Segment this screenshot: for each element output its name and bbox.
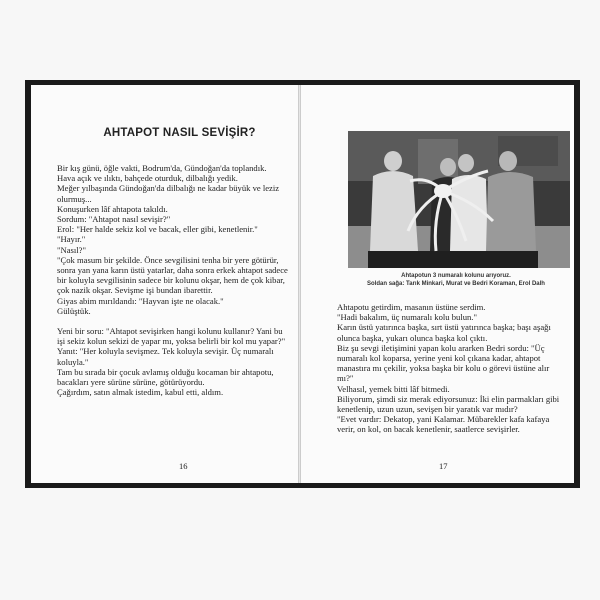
paragraph: Meğer yılbaşında Gündoğan'da dilbalığı ne kadar büyük ve leziz olurmuş... <box>57 183 280 204</box>
paragraph-gap <box>57 316 289 326</box>
caption-line: Ahtapotun 3 numaralı kolunu arıyoruz. <box>401 273 511 279</box>
paragraph: "Çok masum bir şekilde. Önce sevgilisini tenha bir yere götürür, sonra yan yana karın üstü yatarlar, daha sonra erkek ahtapot sadece bir koluyla sevgilisinin sadece bir kolunu okşar, hem de çok kibar, çok nazik okşar. Sevişme işi bundan ibarettir. <box>57 254 288 296</box>
paragraph: "Evet vardır: Dekatop, yani Kalamar. Mübarekler kafa kafaya verir, on kol, on bacak kenetlenir, saatlerce sevişirler. <box>337 414 550 435</box>
right-page <box>301 85 574 483</box>
octopus-photo <box>348 131 570 268</box>
paragraph: Hava açık ve ılıktı, bahçede oturduk, dilbalığı yedik. <box>57 173 238 184</box>
photo-caption <box>301 273 574 288</box>
chapter-title: AHTAPOT NASIL SEVİŞİR? <box>103 127 256 139</box>
paragraph: Yeni bir soru: "Ahtapot sevişirken hangi kolunu kullanır? Yani bu işi sekiz kolun sekizi de yapar mı, yoksa belirli bir kol mu yapar?" <box>57 326 286 347</box>
page-number: 16 <box>179 461 188 471</box>
paragraph: Biz şu sevgi iletişimini yapan kolu ararken Bedri sordu: "Üç numaralı kol koparsa, yerine yeni kol çıkana kadar, ahtapot manastıra mı çekilir, yoksa başka bir kolu o görevi üstüne alır mı?" <box>337 342 550 384</box>
paragraph: Giyas abim mırıldandı: "Hayvan işte ne olacak." <box>57 295 224 306</box>
paragraph: Bir kış günü, öğle vakti, Bodrum'da, Gündoğan'da toplandık. <box>57 163 267 173</box>
paragraph: Gülüştük. <box>57 305 91 316</box>
paragraph: Ahtapotu getirdim, masanın üstüne serdim. <box>337 302 486 312</box>
open-book <box>25 80 580 488</box>
paragraph: Konuşurken lâf ahtapota takıldı. <box>57 203 168 214</box>
paragraph: Tam bu sırada bir çocuk avlamış olduğu kocaman bir ahtapotu, bacakları yere sürüne sürüne, götürüyordu. <box>57 366 274 388</box>
caption-line: Soldan sağa: Tarık Minkari, Murat ve Bedri Koraman, Erol Dalh <box>367 280 545 287</box>
paragraph: Yanıt: "Her koluyla sevişmez. Tek koluyla sevişir. Üç numaralı koluyla." <box>57 346 274 367</box>
paragraph: "Nasıl?" <box>57 244 86 255</box>
right-page-text <box>337 302 567 435</box>
paragraph: Biliyorum, şimdi siz merak ediyorsunuz: İki elin parmakları gibi kenetlenip, uzun uzun, sevişen bir yaratık var mıdır? <box>337 393 560 415</box>
left-page-text <box>57 163 289 397</box>
paragraph: Çağırdım, satın almak istedim, kabul etti, aldım. <box>57 387 224 398</box>
photo-illustration <box>348 131 570 268</box>
page-number: 17 <box>439 461 448 471</box>
paragraph: Karın üstü yatırınca başka, sırt üstü yatırınca başka; başı aşağı olunca başka, yukarı olunca başka kol çıktı. <box>337 322 551 343</box>
paragraph: "Hayır." <box>57 234 86 245</box>
paragraph: "Hadi bakalım, üç numaralı kolu bulun." <box>337 312 477 323</box>
paragraph: Sordum: "Ahtapot nasıl sevişir?" <box>57 214 171 225</box>
paragraph: Velhasıl, yemek bitti lâf bitmedi. <box>337 383 450 394</box>
paragraph: Erol: "Her halde sekiz kol ve bacak, eller gibi, kenetlenir." <box>57 224 258 235</box>
left-page <box>31 85 298 483</box>
